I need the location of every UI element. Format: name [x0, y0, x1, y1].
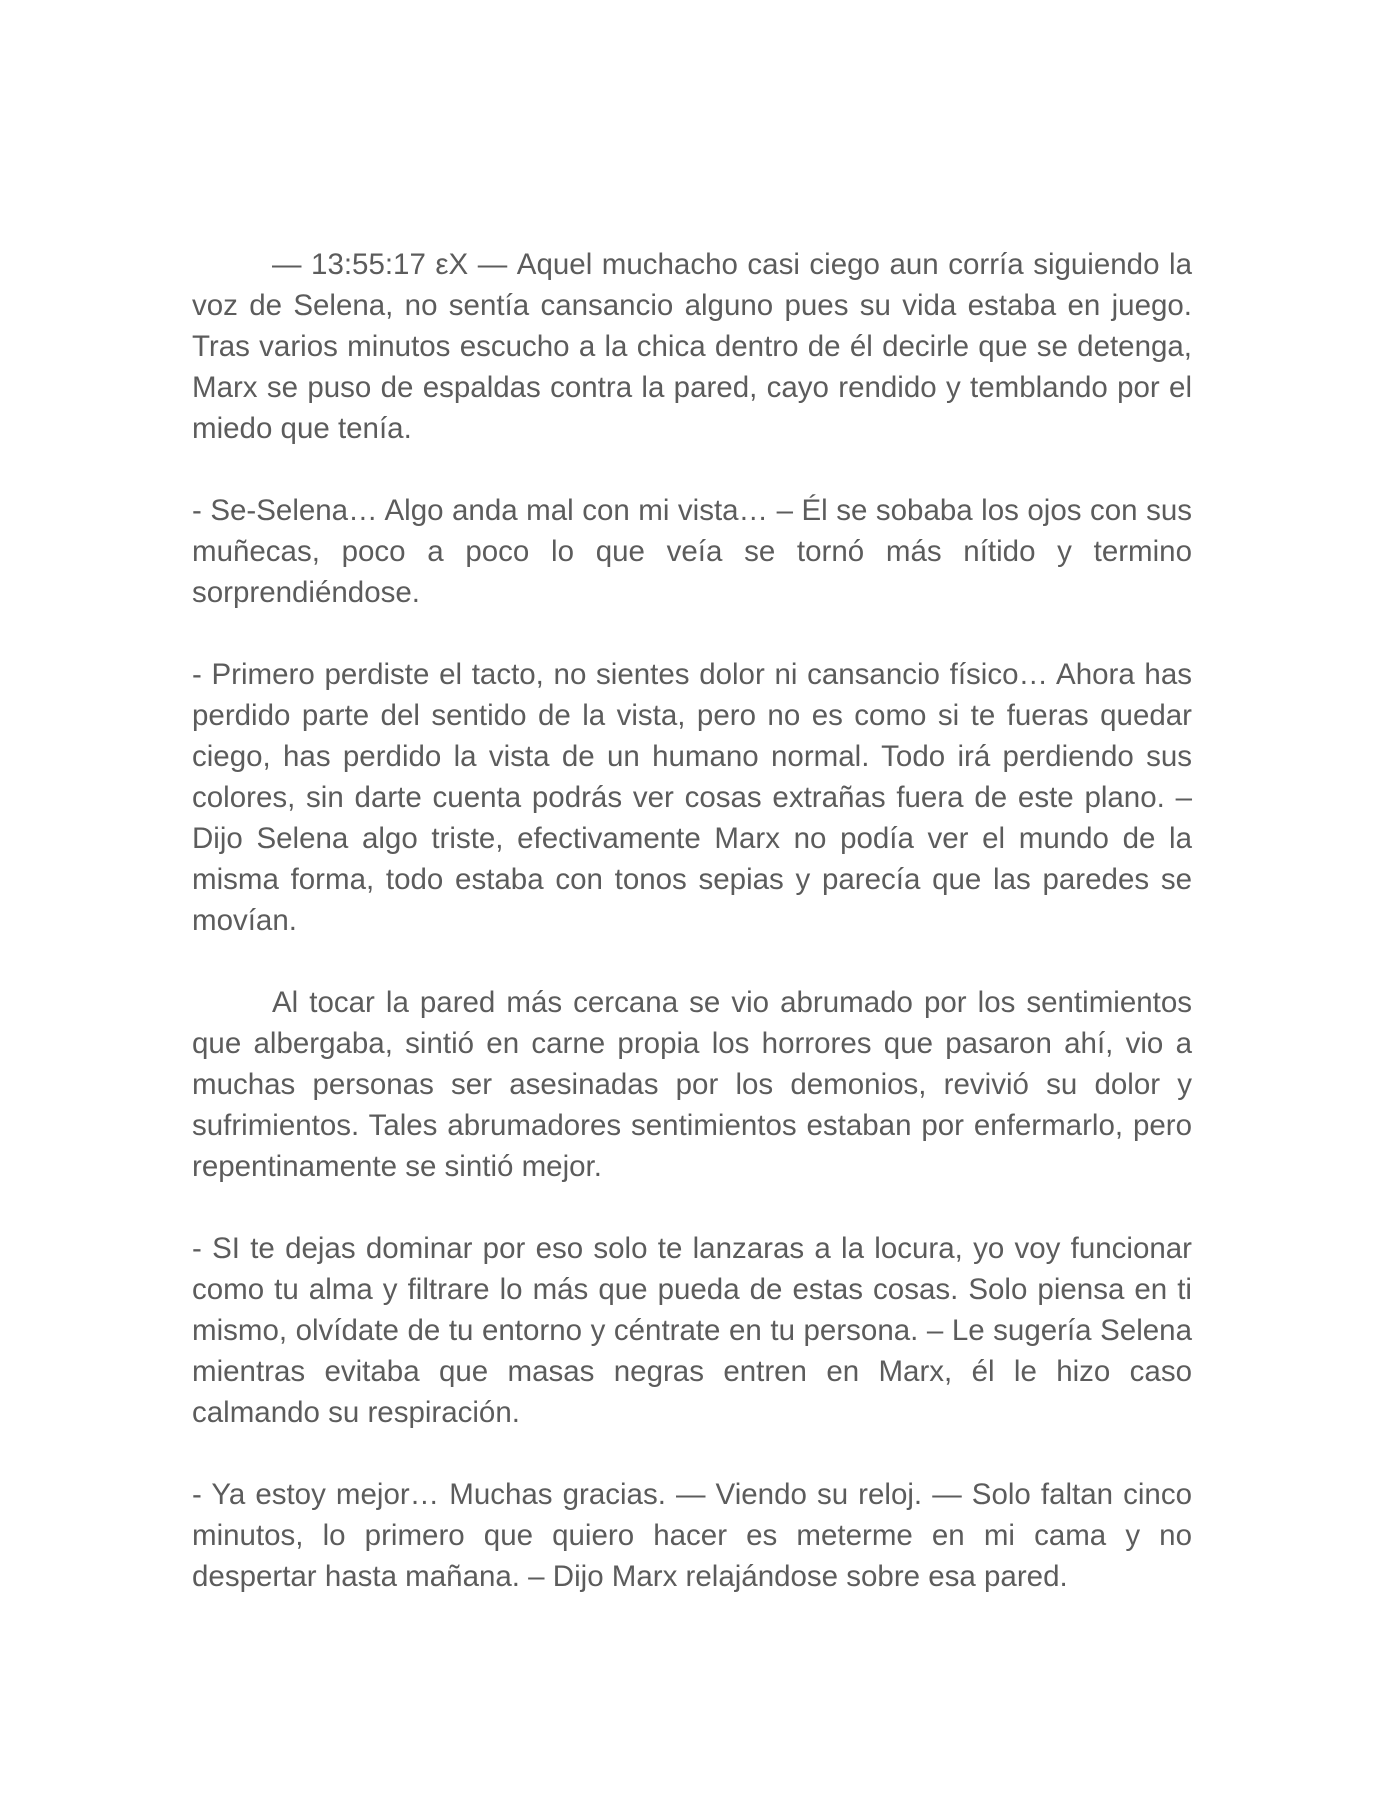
document-page: [192, 244, 1192, 1597]
paragraph: — 13:55:17 εΧ — Aquel muchacho casi ciego aun corría siguiendo la voz de Selena, no sentía cansancio alguno pues su vida estaba en juego. Tras varios minutos escucho a la chica dentro de él decirle que se detenga, Marx se puso de espaldas contra la pared, cayo rendido y temblando por el miedo que tenía.: [192, 248, 1192, 445]
paragraph: - Primero perdiste el tacto, no sientes dolor ni cansancio físico… Ahora has perdido parte del sentido de la vista, pero no es como si te fueras quedar ciego, has perdido la vista de un humano normal. Todo irá perdiendo sus colores, sin darte cuenta podrás ver cosas extrañas fuera de este plano. – Dijo Selena algo triste, efectivamente Marx no podía ver el mundo de la misma forma, todo estaba con tonos sepias y parecía que las paredes se movían.: [192, 658, 1192, 937]
paragraph: - Se-Selena… Algo anda mal con mi vista… – Él se sobaba los ojos con sus muñecas, poco a poco lo que veía se tornó más nítido y termino sorprendiéndose.: [192, 494, 1192, 609]
paragraph: - Ya estoy mejor… Muchas gracias. — Viendo su reloj. — Solo faltan cinco minutos, lo primero que quiero hacer es meterme en mi cama y no despertar hasta mañana. – Dijo Marx relajándose sobre esa pared.: [192, 1478, 1192, 1593]
paragraph: Al tocar la pared más cercana se vio abrumado por los sentimientos que albergaba, sintió en carne propia los horrores que pasaron ahí, vio a muchas personas ser asesinadas por los demonios, revivió su dolor y sufrimientos. Tales abrumadores sentimientos estaban por enfermarlo, pero repentinamente se sintió mejor.: [192, 986, 1192, 1183]
paragraph: - SI te dejas dominar por eso solo te lanzaras a la locura, yo voy funcionar como tu alma y filtrare lo más que pueda de estas cosas. Solo piensa en ti mismo, olvídate de tu entorno y céntrate en tu persona. – Le sugería Selena mientras evitaba que masas negras entren en Marx, él le hizo caso calmando su respiración.: [192, 1232, 1192, 1429]
